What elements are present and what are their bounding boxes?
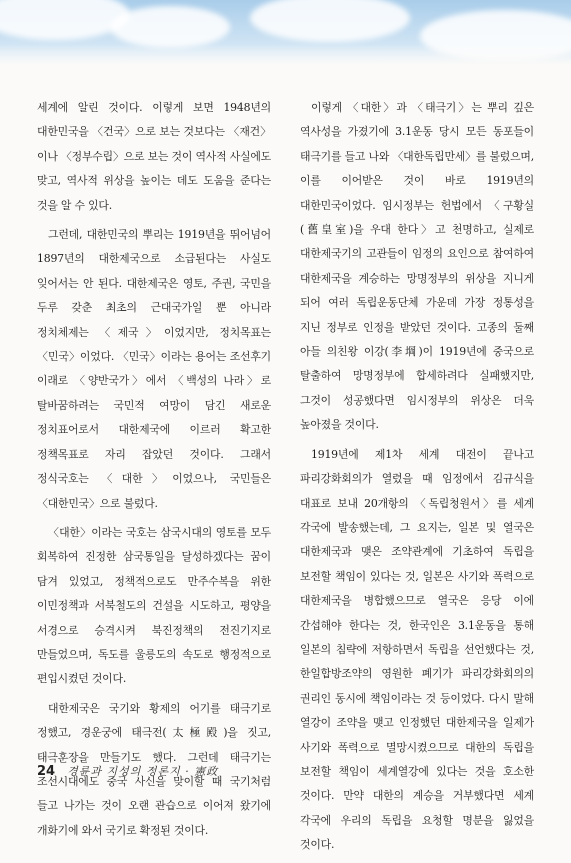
- banner-fade: [0, 44, 571, 66]
- paragraph: 〈대한〉이라는 국호는 삼국시대의 영토를 모두 회복하여 진정한 삼국통일을 달성하겠다는 꿈이 담겨 있었고, 정책적으로도 만주수복을 위한 이민정책과 서북철도의 건설을 시도하고, 평양을 서경으로 승격시켜 북진정책의 전진기지로 만들었으며, 독도를 울릉도의 속도로 행정적으로 편입시켰던 것이다.: [37, 525, 271, 686]
- paragraph: 대한제국은 국기와 황제의 어기를 태극기로 정했고, 경운궁에 태극전(太極殿)을 짓고, 태극훈장을 만들기도 했다. 그런데 태극기는 조선시대에도 중국 사신을 맞이할 때 국기처럼 들고 나가는 것이 오랜 관습으로 이어져 왔기에 개화기에 와서 국기로 확정된 것이다.: [37, 701, 271, 837]
- cloud-shape: [110, 6, 230, 48]
- left-column: [37, 96, 271, 848]
- page-footer: [37, 761, 218, 781]
- cloud-shape: [250, 0, 410, 42]
- paragraph: 세계에 알린 것이다. 이렇게 보면 1948년의 대한민국을 〈건국〉으로 보는 것보다는 〈재건〉이나 〈정부수립〉으로 보는 것이 역사적 사실에도 맞고, 역사적 위상을 높이는 데도 도움을 준다는 것을 알 수 있다.: [37, 101, 271, 212]
- cloud-shape: [0, 0, 130, 40]
- paragraph: 이렇게 〈대한〉과 〈태극기〉는 뿌리 깊은 역사성을 가졌기에 3.1운동 당시 모든 동포들이 태극기를 들고 나와 〈대한독립만세〉를 불렀으며, 이를 이어받은 것이 바로 1919년의 대한민국이었다. 임시정부는 헌법에서 〈구황실(舊皇室)을 우대 한다〉고 천명하고, 실제로 대한제국기의 고관들이 임정의 요인으로 참여하여 대한제국을 계승하는 망명정부의 위상을 지니게 되어 여러 독립운동단체 가운데 가장 정통성을 지닌 정부로 인정을 받았던 것이다. 고종의 둘째 아들 의친왕 이강(李堈)이 1919년에 중국으로 탈출하여 망명정부에 합세하려다 실패했지만, 그것이 성공했다면 임시정부의 위상은 더욱 높아졌을 것이다.: [300, 101, 534, 432]
- page-number: 24: [37, 763, 56, 779]
- paragraph: 1919년에 제1차 세계 대전이 끝나고 파리강화회의가 열렸을 때 임정에서 김규식을 대표로 보내 20개항의 〈독립청원서〉를 세계 각국에 발송했는데, 그 요지는, 일본 및 열국은 대한제국과 맺은 조약관계에 기초하여 독립을 보전할 책임이 있다는 것, 일본은 사기와 폭력으로 대한제국을 병합했으므로 열국은 응당 이에 간섭해야 한다는 것, 한국인은 3.1운동을 통해 일본의 침략에 저항하면서 독립을 선언했다는 것, 한일합방조약의 영원한 폐기가 파리강화회의의 권리인 동시에 책임이라는 것 등이었다. 다시 말해 열강이 조약을 맺고 인정했던 대한제국을 일제가 사기와 폭력으로 멸망시켰으므로 대한의 독립을 보전할 책임이 세계열강에 있다는 것을 호소한 것이다. 만약 대한의 계승을 거부했다면 세계 각국에 우리의 독립을 요청할 명분을 잃었을 것이다.: [300, 447, 534, 852]
- paragraph: 그런데, 대한민국의 뿌리는 1919년을 뛰어넘어 1897년의 대한제국으로 소급된다는 사실도 잊어서는 안 된다. 대한제국은 영토, 주권, 국민을 두루 갖춘 최초의 근대국가일 뿐 아니라 정치체제는 〈제국〉이었지만, 정치목표는 〈민국〉이었다. 〈민국〉이라는 용어는 조선후기 이래로 〈양반국가〉에서 〈백성의 나라〉로 탈바꿈하려는 국민적 여망이 담긴 새로운 정치표어로서 대한제국에 이르러 확고한 정책목표로 자리 잡았던 것이다. 그래서 정식국호는 〈대한〉이었으나, 국민들은 〈대한민국〉으로 불렀다.: [37, 228, 271, 510]
- sky-banner: [0, 0, 571, 66]
- right-column: [300, 96, 534, 863]
- magazine-name: 경륜과 지성의 정론지 · 憲政: [67, 765, 219, 778]
